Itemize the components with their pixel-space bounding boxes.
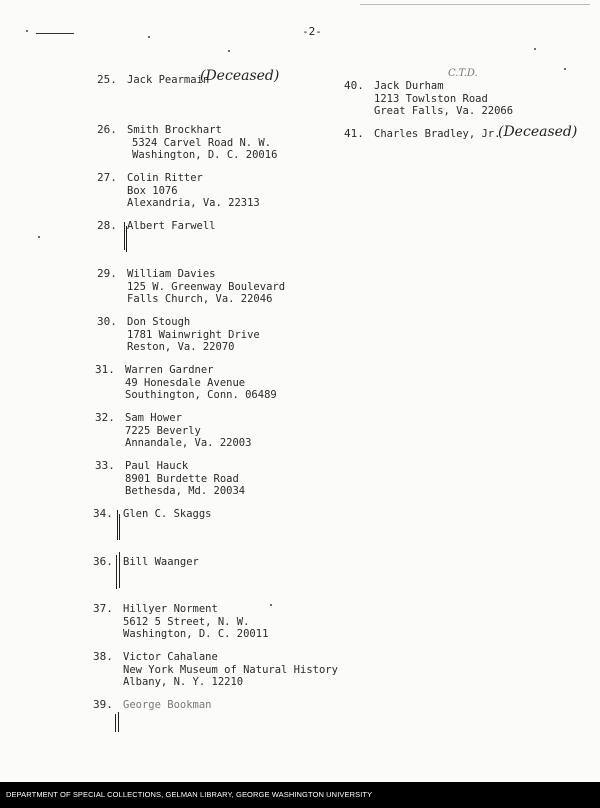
handwritten-note: (Deceased) [200, 68, 280, 84]
entry-line: Albany, N. Y. 12210 [123, 676, 244, 688]
archive-footer: DEPARTMENT OF SPECIAL COLLECTIONS, GELMAN LIBRARY, GEORGE WASHINGTON UNIVERSITY [0, 782, 600, 808]
speck [148, 36, 150, 38]
entry-number: 41. [344, 127, 364, 140]
entry-number: 25. [97, 73, 117, 86]
entry-line: Falls Church, Va. 22046 [127, 293, 273, 305]
entry-number: 37. [93, 602, 113, 615]
handwritten-bracket [117, 510, 118, 540]
entry-line: 1213 Towlston Road [374, 92, 488, 105]
entry-line: Hillyer Norment [123, 603, 218, 615]
entry-number: 33. [95, 459, 115, 472]
entry-line: Reston, Va. 22070 [127, 341, 235, 353]
entry-line: Smith Brockhart [127, 124, 222, 136]
entry-line: New York Museum of Natural History [123, 663, 338, 676]
entry-number: 26. [97, 123, 117, 136]
entry-line: Alexandria, Va. 22313 [127, 197, 260, 209]
handwritten-bracket [119, 514, 120, 540]
entry-line: Paul Hauck [125, 460, 189, 472]
handwritten-note: (Deceased) [498, 124, 578, 140]
entry-line: Victor Cahalane [123, 651, 218, 663]
entry-line: George Bookman [123, 699, 212, 711]
entry-line: Bill Waanger [123, 556, 199, 568]
entry-line: 8901 Burdette Road [125, 472, 239, 485]
entry-line: Colin Ritter [127, 172, 203, 184]
entry-number: 28. [97, 219, 117, 232]
entry-line: William Davies [127, 268, 216, 280]
speck [534, 48, 536, 50]
speck [228, 50, 230, 52]
entry-line: Southington, Conn. 06489 [125, 389, 277, 401]
entry-line: 5612 5 Street, N. W. [123, 615, 250, 628]
entry-line: Albert Farwell [127, 220, 216, 232]
top-left-rule [36, 33, 74, 34]
entry-line: 125 W. Greenway Boulevard [127, 280, 286, 293]
entry-number: 39. [93, 698, 113, 711]
entry-line: Washington, D. C. 20016 [132, 149, 278, 161]
entry-number: 30. [97, 315, 117, 328]
entry-number: 40. [344, 79, 364, 92]
entry-line: 49 Honesdale Avenue [125, 376, 246, 389]
speck [26, 30, 28, 32]
speck [270, 604, 272, 606]
entry-line: 1781 Wainwright Drive [127, 328, 260, 341]
entry-number: 38. [93, 650, 113, 663]
entry-line: Glen C. Skaggs [123, 508, 212, 520]
entry-number: 29. [97, 267, 117, 280]
page-number: -2- [302, 25, 322, 38]
entry-line: Annandale, Va. 22003 [125, 437, 252, 449]
entry-number: 32. [95, 411, 115, 424]
entry-line: Great Falls, Va. 22066 [374, 105, 514, 117]
handwritten-bracket [116, 555, 117, 589]
handwritten-bracket [118, 712, 119, 732]
entry-number: 34. [93, 507, 113, 520]
entry-number: 31. [95, 363, 115, 376]
handwritten-bracket [115, 714, 116, 732]
handwritten-bracket [119, 552, 120, 588]
entry-number: 36. [93, 555, 113, 568]
entry-line: Bethesda, Md. 20034 [125, 485, 246, 497]
entry-number: 27. [97, 171, 117, 184]
entry-line: Warren Gardner [125, 364, 214, 376]
entry-line: Don Stough [127, 316, 191, 328]
top-right-rule [360, 4, 590, 5]
entry-line: Jack Pearmain [127, 74, 210, 86]
entry-line: Washington, D. C. 20011 [123, 628, 269, 640]
entry-line: Charles Bradley, Jr. [374, 128, 501, 140]
handwritten-bracket [124, 222, 125, 250]
entry-line: Sam Hower [125, 412, 182, 424]
handwritten-initials: C.T.D. [448, 68, 478, 79]
entry-line: 5324 Carvel Road N. W. [132, 136, 272, 149]
speck [38, 236, 40, 238]
entry-line: 7225 Beverly [125, 424, 201, 437]
speck [564, 68, 566, 70]
entry-line: Jack Durham [374, 80, 444, 92]
entry-line: Box 1076 [127, 184, 178, 197]
